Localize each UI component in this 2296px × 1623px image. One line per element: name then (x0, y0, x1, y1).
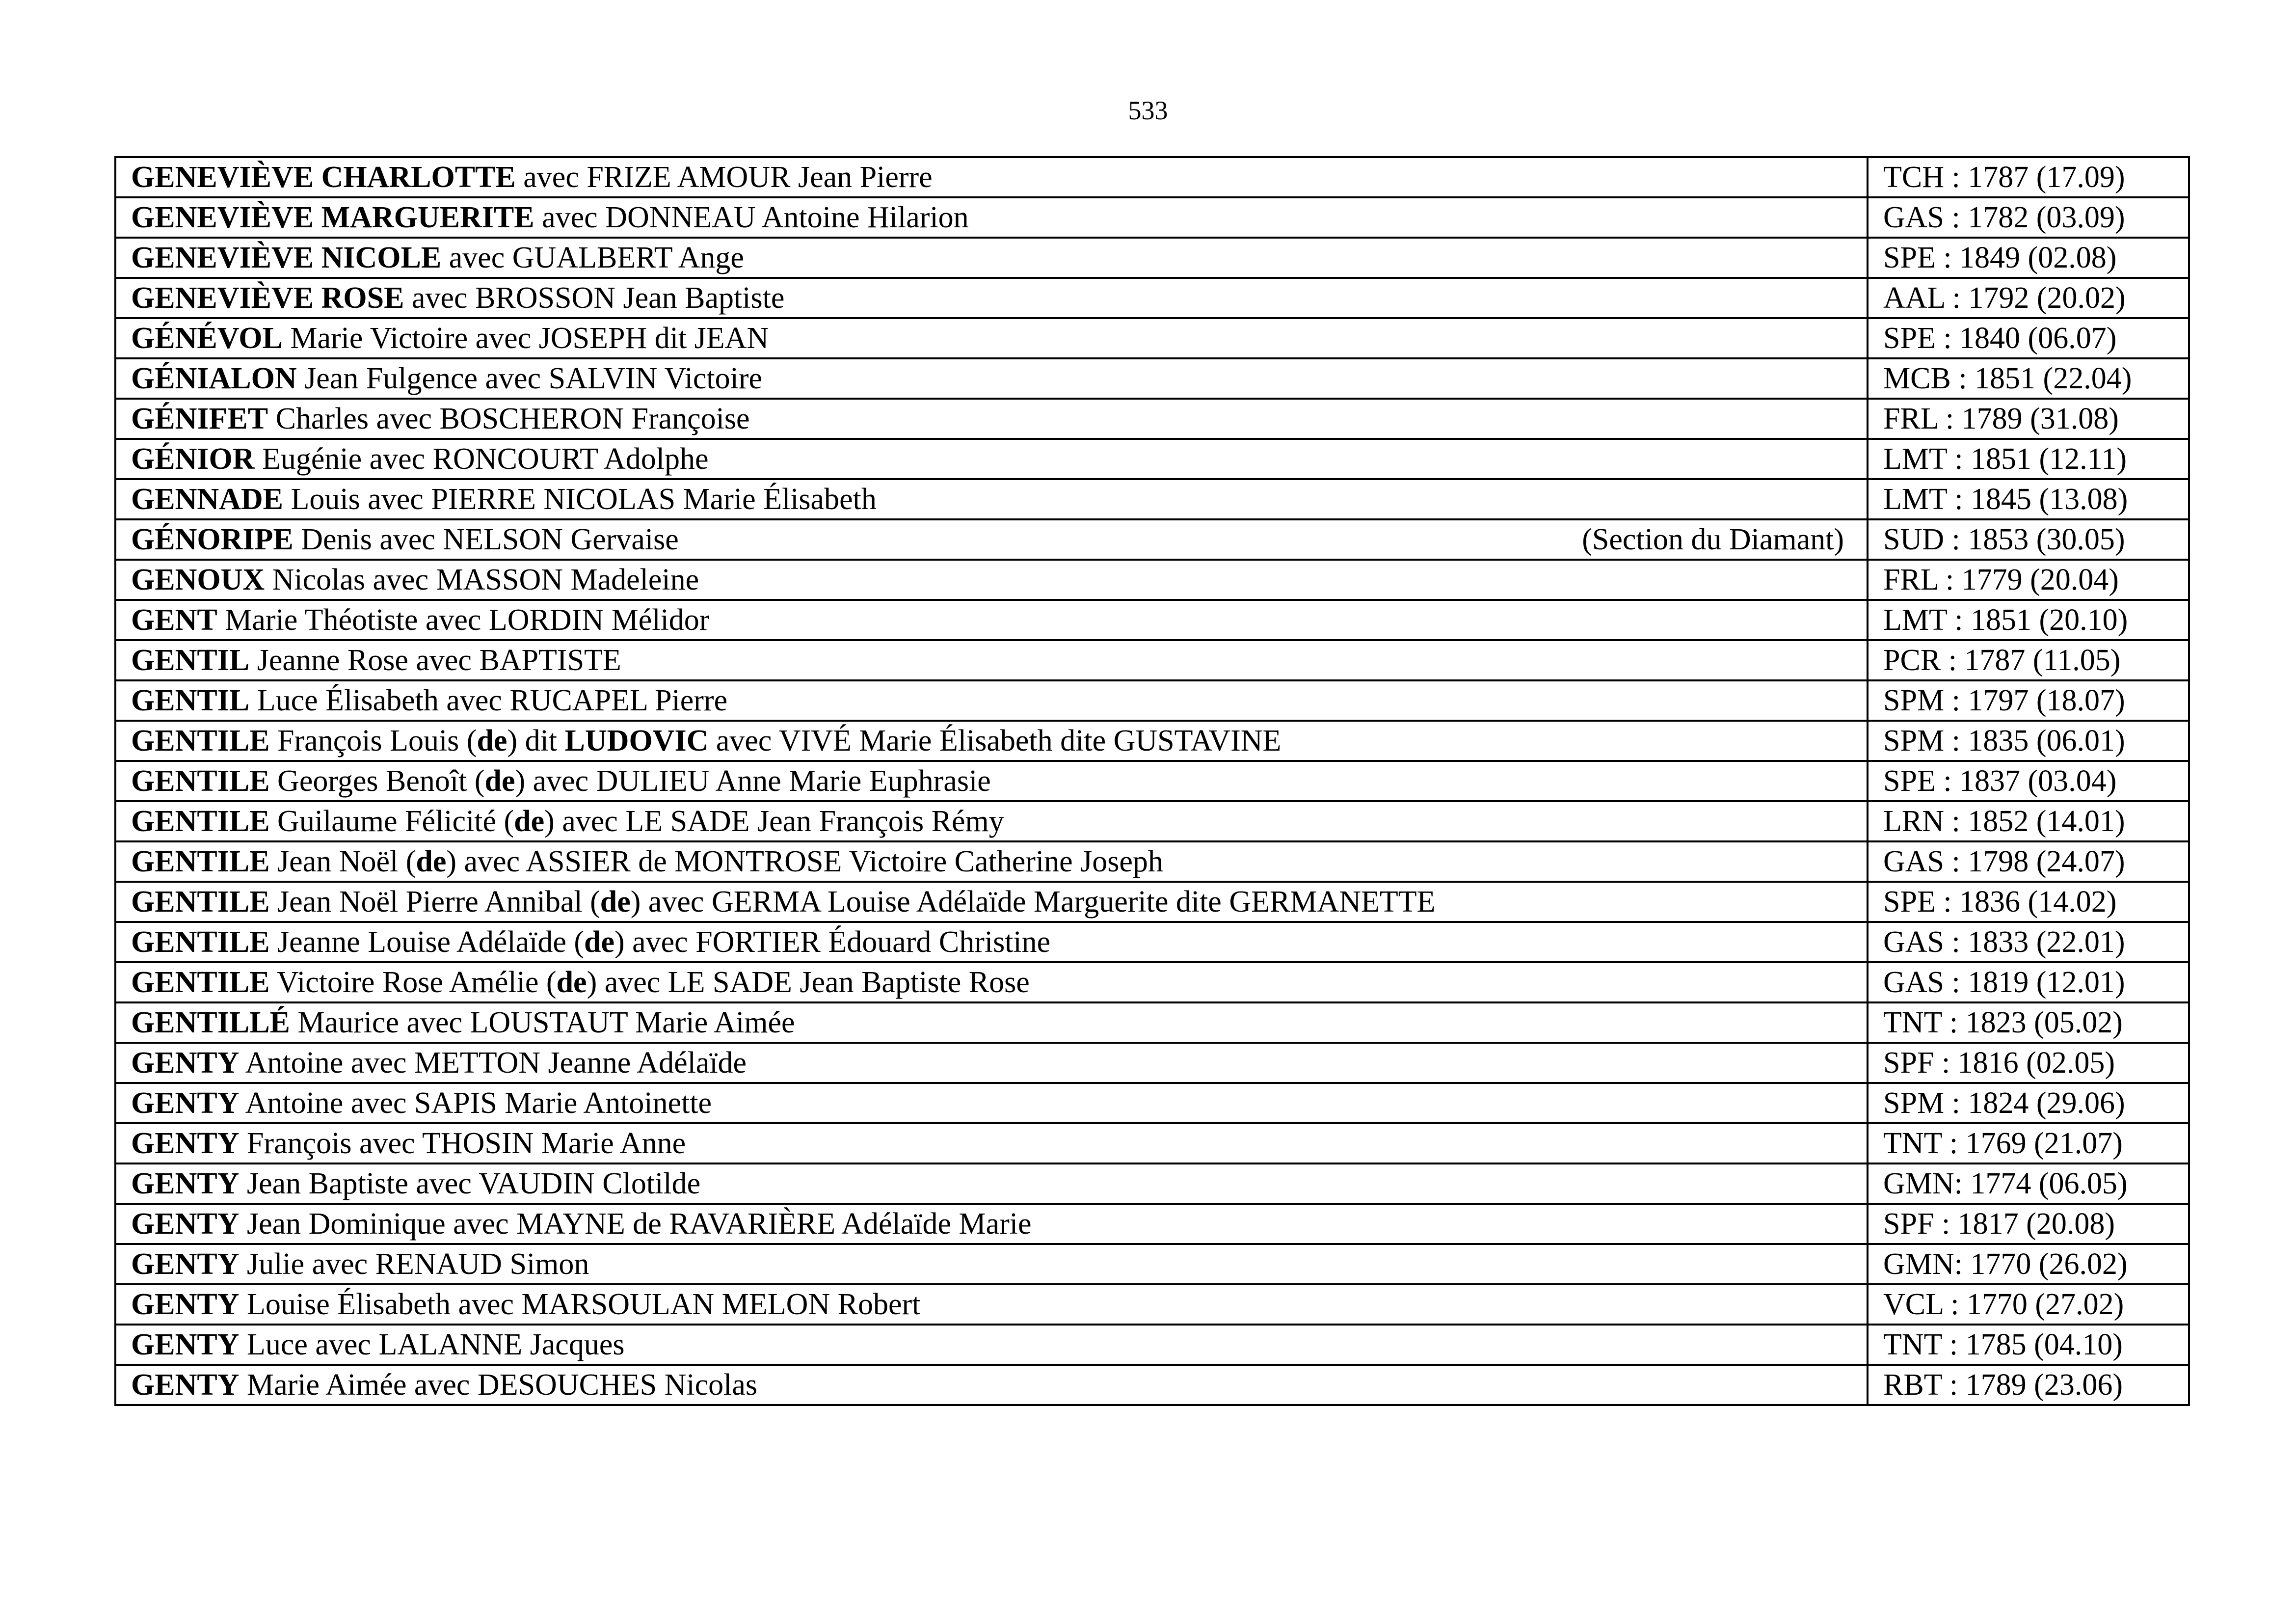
parish-date-reference: FRL : 1789 (31.08) (1868, 399, 2189, 439)
table-row (115, 721, 2189, 761)
entry-text: Luce Élisabeth avec RUCAPEL Pierre (249, 684, 728, 717)
entry-text: Jean Fulgence avec SALVIN Victoire (296, 362, 763, 395)
surname: GENEVIÈVE MARGUERITE (131, 201, 534, 234)
table-row (115, 841, 2189, 882)
entry-text: Nicolas avec MASSON Madeleine (265, 563, 699, 596)
name-particle: de (484, 764, 515, 798)
parish-date-reference: LMT : 1851 (20.10) (1868, 600, 2189, 640)
parish-date-reference: MCB : 1851 (22.04) (1868, 358, 2189, 399)
parish-date-reference: LRN : 1852 (14.01) (1868, 801, 2189, 841)
entry-text-end: avec VIVÉ Marie Élisabeth dite GUSTAVINE (708, 724, 1281, 757)
table-row (115, 1284, 2189, 1325)
surname: GENTILE (131, 805, 270, 838)
table-row (115, 962, 2189, 1002)
parish-date-reference: FRL : 1779 (20.04) (1868, 560, 2189, 600)
entry-text: Jeanne Rose avec BAPTISTE (249, 644, 621, 677)
spouses-cell (115, 841, 1868, 882)
table-row (115, 600, 2189, 640)
table-row (115, 1204, 2189, 1244)
surname: GENTY (131, 1207, 240, 1241)
surname: GENTY (131, 1288, 240, 1321)
parish-date-reference: SPM : 1835 (06.01) (1868, 721, 2189, 761)
parish-date-reference: AAL : 1792 (20.02) (1868, 278, 2189, 318)
name-particle: de (416, 845, 447, 878)
table-row (115, 922, 2189, 962)
surname: GENNADE (131, 483, 284, 516)
spouses-cell (115, 1204, 1868, 1244)
parish-date-reference: SPE : 1837 (03.04) (1868, 761, 2189, 801)
table-row (115, 1123, 2189, 1163)
surname: GENTY (131, 1328, 240, 1361)
table-row (115, 1244, 2189, 1284)
section-note: (Section du Diamant) (1582, 523, 1844, 556)
surname: GÉNIFET (131, 402, 268, 435)
parish-date-reference: GAS : 1798 (24.07) (1868, 841, 2189, 882)
entry-text: Charles avec BOSCHERON Françoise (268, 402, 750, 435)
spouses-cell (115, 1002, 1868, 1043)
entry-text: Victoire Rose Amélie ( (269, 966, 557, 999)
table-row (115, 157, 2189, 197)
spouses-cell (115, 1123, 1868, 1163)
name-particle: de (600, 885, 631, 919)
spouses-cell (115, 962, 1868, 1002)
parish-date-reference: TNT : 1785 (04.10) (1868, 1325, 2189, 1365)
surname: GENTILE (131, 724, 270, 757)
parish-date-reference: SPE : 1840 (06.07) (1868, 318, 2189, 358)
surname: GÉNIALON (131, 362, 297, 395)
table-row (115, 1083, 2189, 1123)
entry-text-continued: ) avec LE SADE Jean François Rémy (544, 805, 1004, 838)
spouses-cell (115, 560, 1868, 600)
entry-text: avec FRIZE AMOUR Jean Pierre (515, 161, 933, 194)
entry-text: Jean Noël Pierre Annibal ( (269, 885, 600, 919)
surname: GENEVIÈVE CHARLOTTE (131, 161, 516, 194)
entry-text: Louis avec PIERRE NICOLAS Marie Élisabeth (283, 483, 877, 516)
parish-date-reference: GAS : 1819 (12.01) (1868, 962, 2189, 1002)
spouses-cell (115, 278, 1868, 318)
spouses-cell (115, 238, 1868, 278)
surname: GENTIL (131, 684, 250, 717)
parish-date-reference: LMT : 1851 (12.11) (1868, 439, 2189, 479)
parish-date-reference: SPM : 1797 (18.07) (1868, 680, 2189, 721)
spouses-cell (115, 761, 1868, 801)
spouses-cell (115, 439, 1868, 479)
table-row (115, 197, 2189, 238)
entry-text: Julie avec RENAUD Simon (239, 1247, 589, 1281)
parish-date-reference: GMN: 1770 (26.02) (1868, 1244, 2189, 1284)
entry-text: Marie Aimée avec DESOUCHES Nicolas (239, 1368, 757, 1402)
entry-text: Marie Victoire avec JOSEPH dit JEAN (282, 322, 769, 355)
table-row (115, 640, 2189, 680)
surname: GENOUX (131, 563, 265, 596)
parish-date-reference: SUD : 1853 (30.05) (1868, 519, 2189, 560)
entry-text-continued: ) avec GERMA Louise Adélaïde Marguerite dite GERMANETTE (630, 885, 1436, 919)
entry-text: Antoine avec SAPIS Marie Antoinette (239, 1086, 712, 1120)
entry-text: avec GUALBERT Ange (441, 241, 744, 274)
parish-date-reference: SPE : 1849 (02.08) (1868, 238, 2189, 278)
spouses-cell (115, 801, 1868, 841)
surname: GENTILE (131, 925, 270, 959)
entry-text: François avec THOSIN Marie Anne (239, 1127, 686, 1160)
spouses-cell (115, 922, 1868, 962)
spouses-cell (115, 157, 1868, 197)
entry-text: Louise Élisabeth avec MARSOULAN MELON Robert (239, 1288, 921, 1321)
surname: GENTY (131, 1247, 240, 1281)
entry-text: Luce avec LALANNE Jacques (239, 1328, 625, 1361)
surname: GENTILE (131, 966, 270, 999)
spouses-cell (115, 1325, 1868, 1365)
table-row (115, 680, 2189, 721)
spouses-cell (115, 1244, 1868, 1284)
spouses-cell (115, 882, 1868, 922)
surname: GENTILE (131, 764, 270, 798)
surname: GENTY (131, 1046, 240, 1080)
surname: GENTY (131, 1127, 240, 1160)
entry-text-continued: ) avec ASSIER de MONTROSE Victoire Catherine Joseph (446, 845, 1163, 878)
spouses-cell (115, 680, 1868, 721)
table-row (115, 1365, 2189, 1405)
table-row (115, 318, 2189, 358)
parish-date-reference: GMN: 1774 (06.05) (1868, 1163, 2189, 1204)
parish-date-reference: GAS : 1782 (03.09) (1868, 197, 2189, 238)
table-row (115, 238, 2189, 278)
parish-date-reference: SPE : 1836 (14.02) (1868, 882, 2189, 922)
entry-text: avec BROSSON Jean Baptiste (404, 281, 785, 315)
spouses-cell (115, 600, 1868, 640)
table-row (115, 1325, 2189, 1365)
spouses-cell (115, 318, 1868, 358)
surname: GENTY (131, 1368, 240, 1402)
parish-date-reference: LMT : 1845 (13.08) (1868, 479, 2189, 519)
table-row (115, 761, 2189, 801)
spouses-cell (115, 721, 1868, 761)
entry-text: Jean Dominique avec MAYNE de RAVARIÈRE Adélaïde Marie (239, 1207, 1032, 1241)
name-particle: de (477, 724, 507, 757)
spouses-cell (115, 479, 1868, 519)
table-row (115, 399, 2189, 439)
page-number: 533 (1128, 96, 1168, 125)
spouses-cell (115, 1365, 1868, 1405)
surname: GENTIL (131, 644, 250, 677)
surname: GENEVIÈVE NICOLE (131, 241, 442, 274)
spouses-cell (115, 1043, 1868, 1083)
entry-text: Georges Benoît ( (269, 764, 485, 798)
spouses-cell (115, 1163, 1868, 1204)
parish-date-reference: TNT : 1823 (05.02) (1868, 1002, 2189, 1043)
spouses-cell (115, 1284, 1868, 1325)
spouses-cell (115, 1083, 1868, 1123)
entry-text: Denis avec NELSON Gervaise (293, 523, 679, 556)
table-row (115, 278, 2189, 318)
surname: GENTILE (131, 885, 270, 919)
table-row (115, 801, 2189, 841)
entry-text: avec DONNEAU Antoine Hilarion (534, 201, 969, 234)
surname: GENTILLÉ (131, 1006, 290, 1039)
surname: GENTILE (131, 845, 270, 878)
table-row (115, 560, 2189, 600)
entry-text: Jean Noël ( (269, 845, 416, 878)
spouses-cell (115, 358, 1868, 399)
parish-date-reference: VCL : 1770 (27.02) (1868, 1284, 2189, 1325)
surname: GÉNÉVOL (131, 322, 283, 355)
entry-text-continued: ) avec LE SADE Jean Baptiste Rose (587, 966, 1030, 999)
entry-text: Guilaume Félicité ( (269, 805, 514, 838)
table-row (115, 519, 2189, 560)
entry-text-continued: ) avec FORTIER Édouard Christine (614, 925, 1051, 959)
table-row (115, 439, 2189, 479)
surname: GÉNIOR (131, 442, 255, 476)
spouses-cell (115, 519, 1868, 560)
table-row (115, 1002, 2189, 1043)
table-row (115, 882, 2189, 922)
parish-date-reference: SPM : 1824 (29.06) (1868, 1083, 2189, 1123)
alias-name: LUDOVIC (564, 724, 709, 757)
entry-text: Marie Théotiste avec LORDIN Mélidor (217, 603, 710, 637)
surname: GENTY (131, 1086, 240, 1120)
entry-text: Antoine avec METTON Jeanne Adélaïde (239, 1046, 747, 1080)
marriage-register-table (114, 156, 2190, 1406)
parish-date-reference: PCR : 1787 (11.05) (1868, 640, 2189, 680)
table-row (115, 358, 2189, 399)
entry-text-continued: ) dit (507, 724, 565, 757)
entry-text: Maurice avec LOUSTAUT Marie Aimée (290, 1006, 795, 1039)
surname: GENT (131, 603, 217, 637)
surname: GÉNORIPE (131, 523, 294, 556)
name-particle: de (514, 805, 545, 838)
parish-date-reference: SPF : 1816 (02.05) (1868, 1043, 2189, 1083)
parish-date-reference: TCH : 1787 (17.09) (1868, 157, 2189, 197)
table-row (115, 479, 2189, 519)
spouses-cell (115, 640, 1868, 680)
entry-text: Jeanne Louise Adélaïde ( (269, 925, 584, 959)
surname: GENEVIÈVE ROSE (131, 281, 404, 315)
parish-date-reference: GAS : 1833 (22.01) (1868, 922, 2189, 962)
entry-text: Jean Baptiste avec VAUDIN Clotilde (239, 1167, 701, 1200)
entry-text: François Louis ( (269, 724, 477, 757)
spouses-cell (115, 197, 1868, 238)
entry-text-continued: ) avec DULIEU Anne Marie Euphrasie (515, 764, 991, 798)
table-row (115, 1163, 2189, 1204)
surname: GENTY (131, 1167, 240, 1200)
parish-date-reference: SPF : 1817 (20.08) (1868, 1204, 2189, 1244)
name-particle: de (556, 966, 587, 999)
entry-text: Eugénie avec RONCOURT Adolphe (254, 442, 709, 476)
parish-date-reference: TNT : 1769 (21.07) (1868, 1123, 2189, 1163)
register-body (115, 157, 2189, 1405)
name-particle: de (584, 925, 614, 959)
table-row (115, 1043, 2189, 1083)
spouses-cell (115, 399, 1868, 439)
parish-date-reference: RBT : 1789 (23.06) (1868, 1365, 2189, 1405)
